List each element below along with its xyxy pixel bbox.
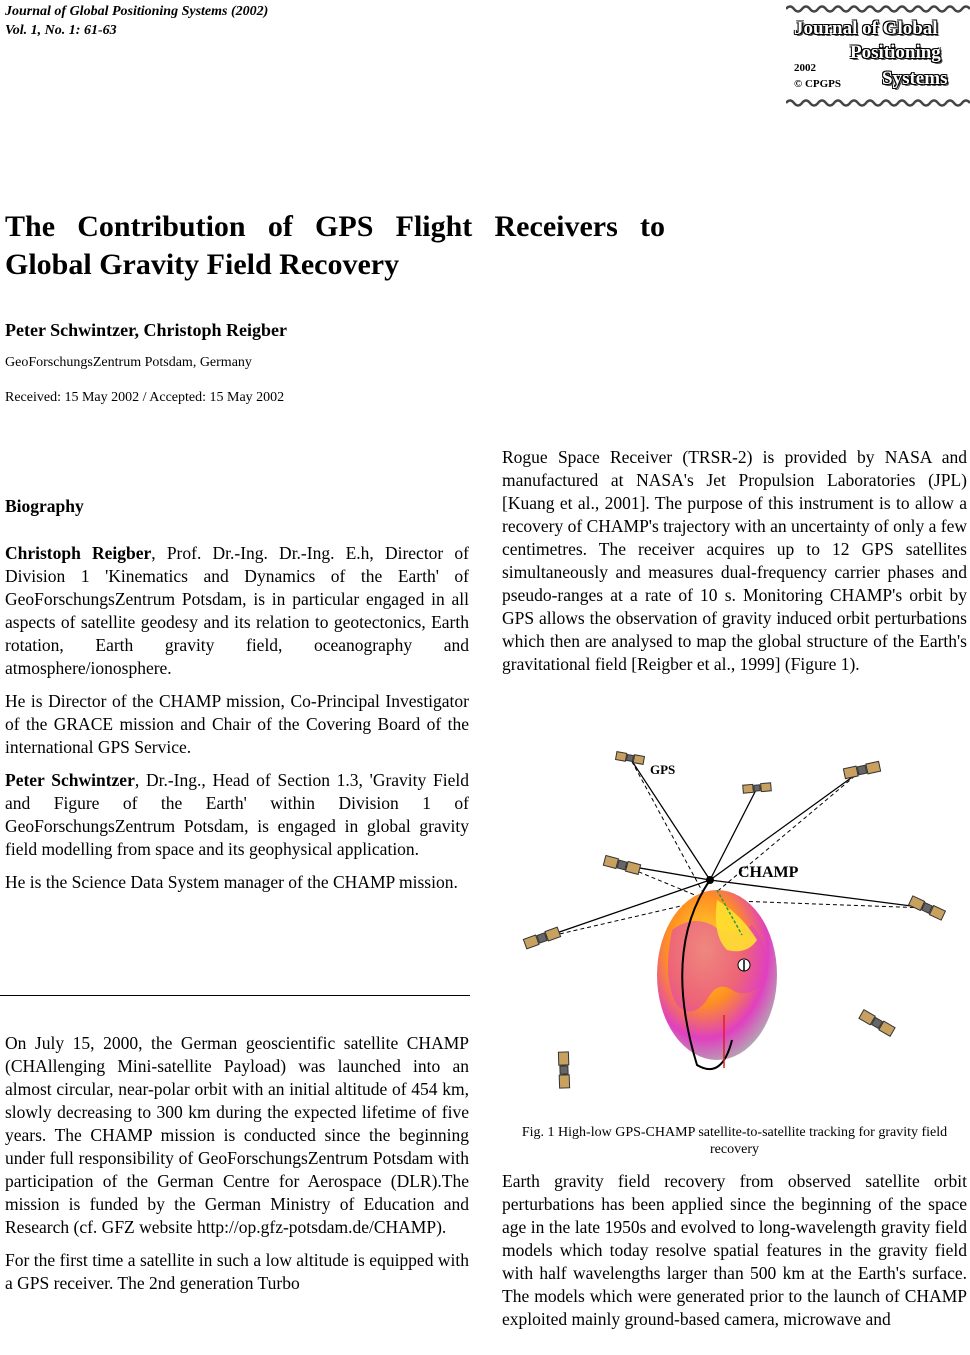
journal-header — [5, 2, 268, 40]
body-paragraph: For the first time a satellite in such a low altitude is equipped with a GPS receiver. The 2nd generation Turbo — [5, 1250, 469, 1293]
label-gps: GPS — [650, 762, 676, 777]
earth-globe — [657, 890, 777, 1060]
logo-copyright: © CPGPS — [794, 78, 842, 90]
biography-heading: Biography — [5, 496, 84, 516]
logo-line-systems: Systems — [882, 68, 948, 89]
figure-illustration — [502, 750, 967, 1120]
biography-reigber-roles: He is Director of the CHAMP mission, Co-Principal Investigator of the GRACE mission and Chair of the Covering Board of the international GPS Service. — [5, 691, 469, 757]
bio-name-reigber: Christoph Reigber — [5, 543, 152, 563]
body-paragraph: On July 15, 2000, the German geoscientific satellite CHAMP (CHAllenging Mini-satellite Payload) was launched into an almost circular, near-polar orbit with an initial altitude of 454 km, slowly decreasing to 300 km during the expected lifetime of five years. The CHAMP mission is conducted since the beginning under full responsibility of GeoForschungsZentrum Potsdam with participation of the German Centre for Aerospace (DLR).The mission is funded by the German Ministry of Education and Research (cf. GFZ website http://op.gfz-potsdam.de/CHAMP). — [5, 1033, 469, 1237]
bio-text-reigber: , Prof. Dr.-Ing. Dr.-Ing. E.h, Director of Division 1 'Kinematics and Dynamics of the Earth' of GeoForschungsZentrum Potsdam, is in particular engaged in all aspects of satellite geodesy and its relation to geotectonics, Earth rotation, Earth gravity field, oceanography and atmosphere/ionosphere. — [5, 543, 469, 678]
biography-schwintzer — [5, 769, 469, 861]
label-champ: CHAMP — [738, 864, 799, 881]
rope-border-bottom — [786, 98, 970, 108]
body-paragraph: Earth gravity field recovery from observed satellite orbit perturbations has been applied since the beginning of the space age in the late 1950s and evolved to long-wavelength gravity field models which today resolve spatial features in the gravity field with half wavelengths larger than 500 km at the Earth's surface. The models which were generated prior to the launch of CHAMP exploited mainly ground-based camera, microwave and — [502, 1171, 967, 1329]
article-authors: Peter Schwintzer, Christoph Reigber — [5, 320, 287, 340]
rope-border-top — [786, 4, 970, 14]
body-paragraph: Rogue Space Receiver (TRSR-2) is provided by NASA and manufactured at NASA's Jet Propulsion Laboratories (JPL) [Kuang et al., 2001]. The purpose of this instrument is to allow a recovery of CHAMP's trajectory with an uncertainty of only a few centimetres. The receiver acquires up to 12 GPS satellites simultaneously and measures dual-frequency carrier phases and pseudo-ranges at a rate of 10 s. Monitoring CHAMP's orbit by GPS allows the observation of gravity induced orbit perturbations which then are analysed to map the global structure of the Earth's gravitational field [Reigber et al., 1999] (Figure 1). — [502, 447, 967, 674]
logo-year: 2002 — [794, 62, 816, 74]
journal-volume: Vol. 1, No. 1: 61-63 — [5, 23, 117, 38]
figure-gps-champ-tracking — [502, 750, 967, 1120]
body-left-column — [5, 1032, 469, 1305]
figure-caption: Fig. 1 High-low GPS-CHAMP satellite-to-satellite tracking for gravity field recovery — [521, 1125, 948, 1157]
logo-line-journal: Journal of Global — [794, 18, 938, 39]
article-affiliation: GeoForschungsZentrum Potsdam, Germany — [5, 355, 252, 370]
section-divider — [0, 995, 470, 996]
biography-schwintzer-role: He is the Science Data System manager of the CHAMP mission. — [5, 872, 458, 892]
article-received-date: Received: 15 May 2002 / Accepted: 15 May 2002 — [5, 390, 285, 405]
champ-satellite — [706, 876, 714, 884]
biography-text — [5, 542, 469, 904]
journal-name: Journal of Global Positioning Systems (2002) — [5, 4, 269, 19]
bio-text-schwintzer: , Dr.-Ing., Head of Section 1.3, 'Gravity Field and Figure of the Earth' within Division 1 of GeoForschungsZentrum Potsdam, is engaged in global gravity field modelling from space and its geophysical application. — [5, 770, 469, 859]
body-right-column-bottom — [502, 1170, 967, 1341]
biography-reigber — [5, 542, 469, 680]
logo-line-positioning: Positioning — [850, 42, 941, 63]
article-title: The Contribution of GPS Flight Receivers to Global Gravity Field Recovery — [5, 210, 665, 281]
journal-logo — [786, 2, 970, 114]
body-right-column-top — [502, 446, 967, 686]
bio-name-schwintzer: Peter Schwintzer — [5, 770, 135, 790]
